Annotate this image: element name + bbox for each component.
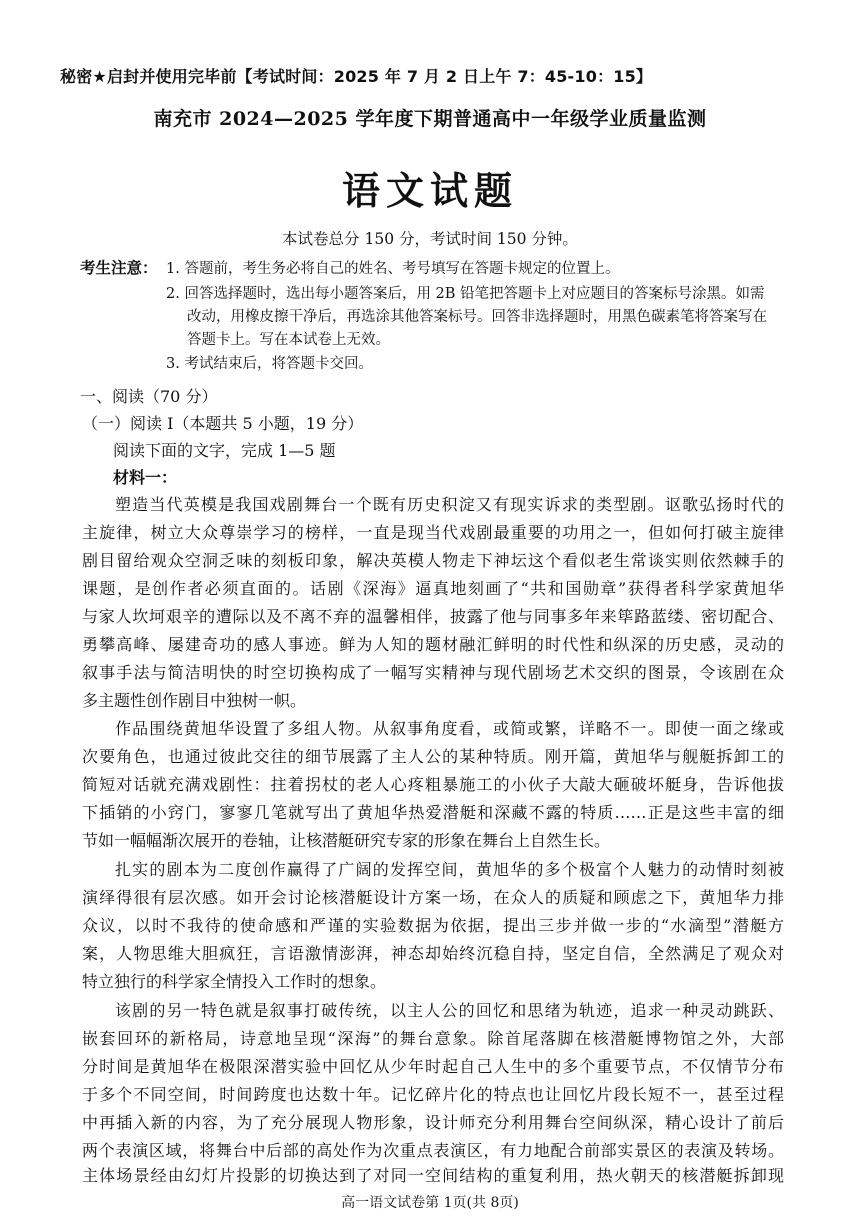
- passage-line: 勇攀高峰、屡建奇功的感人事迹。鲜为人知的题材融汇鲜明的时代性和纵深的历史感，灵动的: [82, 635, 784, 654]
- notice-label: 考生注意：: [80, 258, 158, 277]
- notice-item-3: 3. 考试结束后，将答题卡交回。: [166, 356, 373, 372]
- notice-item-1: 1. 答题前，考生务必将自己的姓名、考号填写在答题卡规定的位置上。: [166, 261, 620, 277]
- passage-line: 简短对话就充满戏剧性：拄着拐杖的老人心疼粗暴施工的小伙子大敲大砸破坏艇身，告诉他拔: [82, 775, 784, 794]
- passage-line: 案，人物思维大胆疯狂，言语激情澎湃，神态却始终沉稳自持，坚定自信，全然满足了观众对: [82, 944, 784, 963]
- passage-line: 众议，以时不我待的使命感和严谨的实验数据为依据，提出三步并做一步的“水滴型”潜艇方: [82, 916, 784, 935]
- passage-line: 嵌套回环的新格局，诗意地呈现“深海”的舞台意象。除首尾落脚在核潜艇博物馆之外，大部: [82, 1029, 784, 1048]
- page-footer: 高一语文试卷第 1页(共 8页): [341, 1195, 519, 1211]
- subsection-heading: （一）阅读 Ⅰ（本题共 5 小题，19 分）: [82, 414, 364, 433]
- passage-line: 该剧的另一特色就是叙事打破传统，以主人公的回忆和思绪为轨迹，追求一种灵动跳跃、: [115, 1001, 784, 1020]
- passage-line: 与家人坎坷艰辛的遭际以及不离不弃的温馨相伴，披露了他与同事多年来筚路蓝缕、密切配合、: [82, 607, 784, 626]
- passage-line: 节如一幅幅渐次展开的卷轴，让核潜艇研究专家的形象在舞台上自然生长。: [82, 831, 611, 850]
- instruction: 阅读下面的文字，完成 1—5 题: [113, 441, 336, 460]
- passage-line: 演绎得很有层次感。如开会讨论核潜艇设计方案一场，在众人的质疑和顾虑之下，黄旭华力排: [82, 888, 784, 907]
- material-label: 材料一：: [113, 468, 178, 487]
- passage-line: 塑造当代英模是我国戏剧舞台一个既有历史积淀又有现实诉求的类型剧。讴歌弘扬时代的: [115, 495, 784, 514]
- passage-line: 扎实的剧本为二度创作赢得了广阔的发挥空间，黄旭华的多个极富个人魅力的动情时刻被: [115, 860, 784, 879]
- subject-title: 语文试题: [341, 168, 518, 213]
- passage-line: 特立独行的科学家全情投入工作时的想象。: [82, 972, 387, 991]
- notice-item-2-cont: 答题卡上。写在本试卷上无效。: [187, 332, 390, 348]
- passage-line: 多主题性创作剧目中独树一帜。: [82, 691, 307, 710]
- exam-title: 南充市 2024—2025 学年度下期普通高中一年级学业质量监测: [153, 108, 707, 130]
- passage-line: 于多个不同空间，时间跨度也达数十年。记忆碎片化的特点也让回忆片段长短不一，甚至过程: [82, 1085, 784, 1104]
- passage-line: 叙事手法与简洁明快的时空切换构成了一幅写实精神与现代剧场艺术交织的图景，令该剧在众: [82, 663, 784, 682]
- passage-line: 两个表演区域，将舞台中后部的高处作为次重点表演区，有力地配合前部实景区的表演及转场。: [82, 1141, 784, 1160]
- passage-line: 下插销的小窍门，寥寥几笔就写出了黄旭华热爱潜艇和深藏不露的特质……正是这些丰富的细: [82, 803, 784, 822]
- passage-line: 课题，是创作者必须直面的。话剧《深海》逼真地刻画了“共和国勋章”获得者科学家黄旭华: [82, 579, 784, 598]
- passage-line: 次要角色，也通过彼此交往的细节展露了主人公的某种特质。刚开篇，黄旭华与舰艇拆卸工的: [82, 747, 784, 766]
- passage-line: 剧目留给观众空洞乏味的刻板印象，解决英模人物走下神坛这个看似老生常谈实则依然棘手的: [82, 551, 784, 570]
- notice-item-2: 2. 回答选择题时，选出每小题答案后，用 2B 铅笔把答题卡上对应题目的答案标号涂黑。如需: [166, 286, 765, 302]
- secret-line: 秘密★启封并使用完毕前【考试时间：2025 年 7 月 2 日上午 7：45-10：15】: [60, 67, 653, 86]
- passage-line: 分时间是黄旭华在极限深潜实验中回忆从少年时起自己人生中的多个重要节点，不仅情节分布: [82, 1057, 784, 1076]
- section-heading: 一、阅读（70 分）: [80, 387, 218, 406]
- total-info: 本试卷总分 150 分，考试时间 150 分钟。: [282, 230, 578, 248]
- passage-line: 主体场景经由幻灯片投影的切换达到了对同一空间结构的重复利用，热火朝天的核潜艇拆卸现: [82, 1166, 784, 1185]
- passage-line: 主旋律，树立大众尊崇学习的榜样，一直是现当代戏剧最重要的功用之一，但如何打破主旋律: [82, 523, 784, 542]
- passage-line: 作品围绕黄旭华设置了多组人物。从叙事角度看，或简或繁，详略不一。即使一面之缘或: [115, 719, 784, 738]
- passage-line: 中再插入新的内容，为了充分展现人物形象，设计师充分利用舞台空间纵深，精心设计了前后: [82, 1113, 784, 1132]
- notice-item-2-cont: 改动，用橡皮擦干净后，再选涂其他答案标号。回答非选择题时，用黑色碳素笔将答案写在: [187, 309, 767, 325]
